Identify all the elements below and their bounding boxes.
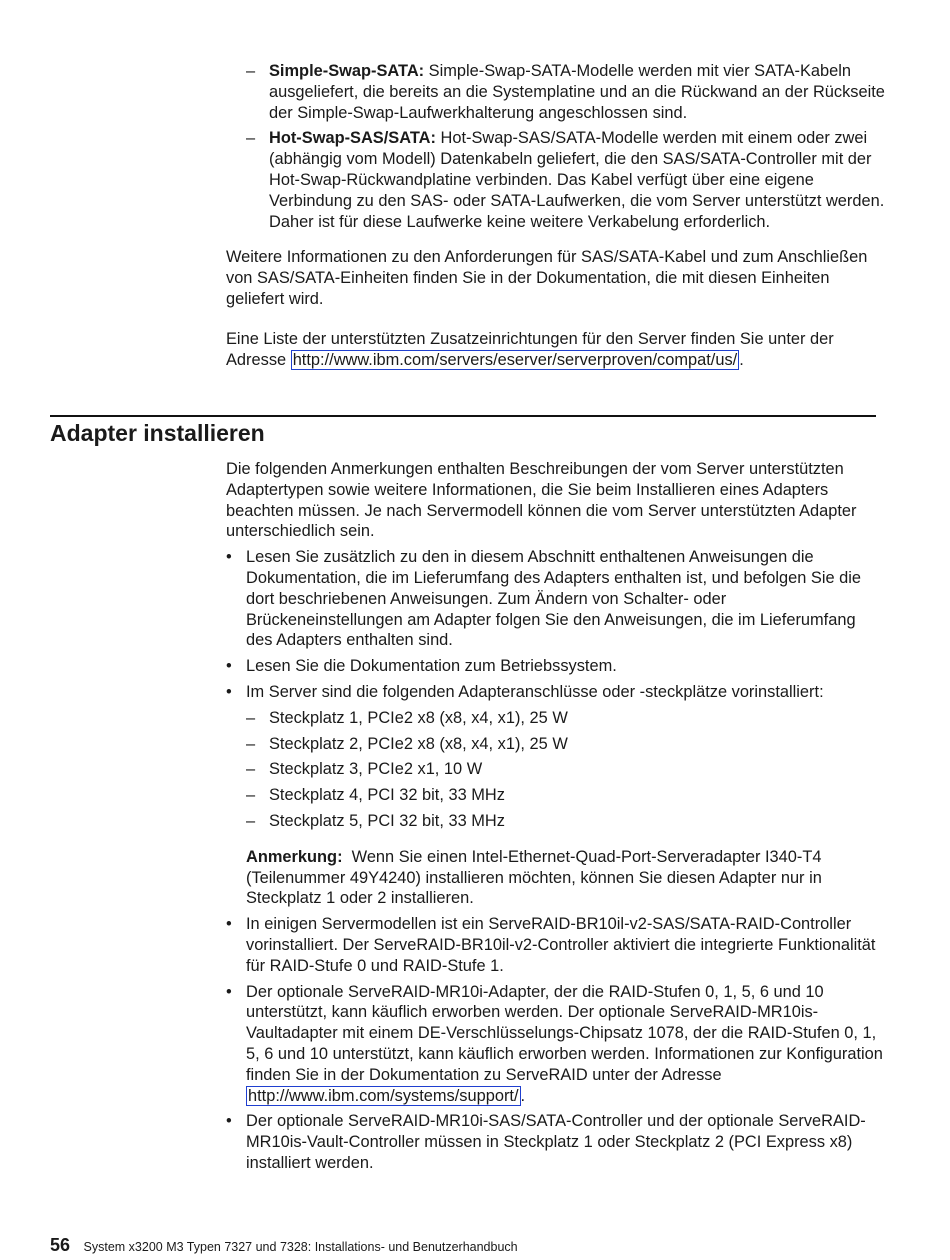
slot-list [246, 708, 886, 832]
bullet-text: Lesen Sie die Dokumentation zum Betriebssystem. [246, 657, 617, 676]
dash-marker: – [246, 760, 256, 779]
bullet-text: Der optionale ServeRAID-MR10i-Adapter, der die RAID-Stufen 0, 1, 5, 6 und 10 unterstützt, kann käuflich erworben werden. Der optionale ServeRAID-MR10is-Vaultadapter mit einem DE-Verschlüsselungs-Chipsatz 1078, der die RAID-Stufen 0, 1, 5, 6 und 10 unterstützt, kann käuflich erworben werden. Informationen zur Konfiguration finden Sie in der Dokumentation zu ServeRAID unter der Adresse [246, 982, 883, 1084]
slot-item [246, 759, 886, 780]
drive-cabling-section [226, 61, 886, 370]
bullet-marker: • [226, 682, 232, 701]
description-simple-swap: Simple-Swap-SATA-Modelle werden mit vier SATA-Kabeln ausgeliefert, die bereits an die Systemplatine und an die Rückwand an der Rückseite der Simple-Swap-Laufwerkhalterung angeschlossen sind. [269, 62, 885, 122]
list-item-adapter-docs [226, 547, 886, 651]
description-hot-swap: Hot-Swap-SAS/SATA-Modelle werden mit einem oder zwei (abhängig vom Modell) Datenkabeln geliefert, die den SAS/SATA-Controller mit der Hot-Swap-Rückwandplatine verbinden. Das Kabel verfügt über eine eigene Verbindung zu den SAS- oder SATA-Laufwerken, die vom Server unterstützt werden. Daher ist für diese Laufwerke keine weitere Verkabelung erforderlich. [269, 129, 885, 231]
bullet-marker: • [226, 1112, 232, 1131]
page-number: 56 [50, 1235, 71, 1255]
bullet-text: Der optionale ServeRAID-MR10i-SAS/SATA-Controller und der optionale ServeRAID-MR10is-Vault-Controller müssen in Steckplatz 1 oder Steckplatz 2 (PCI Express x8) installiert werden. [246, 1112, 866, 1172]
note-label: Anmerkung: [246, 847, 343, 866]
period: . [739, 350, 744, 369]
slot-text: Steckplatz 1, PCIe2 x8 (x8, x4, x1), 25 W [269, 708, 568, 727]
cable-info-paragraph: Weitere Informationen zu den Anforderungen für SAS/SATA-Kabel und zum Anschließen von SAS/SATA-Einheiten finden Sie in der Dokumentation, die mit diesen Einheiten geliefert wird. [226, 248, 868, 308]
term-simple-swap: Simple-Swap-SATA: [269, 62, 425, 80]
list-item-hot-swap [226, 128, 886, 232]
bullet-marker: • [226, 915, 232, 934]
slot-text: Steckplatz 3, PCIe2 x1, 10 W [269, 760, 483, 779]
list-item-br10il [226, 914, 886, 976]
bullet-text: Lesen Sie zusätzlich zu den in diesem Abschnitt enthaltenen Anweisungen die Dokumentation, die im Lieferumfang des Adapters enthalten ist, und befolgen Sie die dort beschriebenen Anweisungen. Zum Ändern von Schalter- oder Brückeneinstellungen am Adapter folgen Sie den Anweisungen, die im Lieferumfang des Adapters enthalten sind. [246, 548, 862, 650]
support-link[interactable]: http://www.ibm.com/systems/support/ [248, 1086, 519, 1105]
bullet-text: Im Server sind die folgenden Adapteranschlüsse oder -steckplätze vorinstalliert: [246, 682, 824, 701]
dash-marker: – [246, 786, 256, 805]
intro-paragraph: Die folgenden Anmerkungen enthalten Beschreibungen der vom Server unterstützten Adaptertypen sowie weitere Informationen, die Sie beim Installieren eines Adapters beachten müssen. Je nach Servermodell können die vom Server unterstützten Adapter unterschiedlich sein. [226, 460, 857, 541]
dash-marker: – [246, 708, 256, 727]
serverproven-link[interactable]: http://www.ibm.com/servers/eserver/serverproven/compat/us/ [292, 350, 738, 369]
slot-text: Steckplatz 5, PCI 32 bit, 33 MHz [269, 811, 505, 830]
bullet-marker: • [226, 548, 232, 567]
dash-marker: – [246, 129, 256, 148]
slot-text: Steckplatz 4, PCI 32 bit, 33 MHz [269, 786, 505, 805]
section-heading: Adapter installieren [50, 420, 265, 446]
list-item-simple-swap [226, 61, 886, 123]
list-item-slot-requirement [226, 1111, 886, 1173]
adapter-section [226, 459, 886, 1179]
period: . [520, 1086, 526, 1105]
slot-item [246, 708, 886, 729]
bullet-marker: • [226, 657, 232, 676]
list-item-slots [226, 682, 886, 909]
term-hot-swap: Hot-Swap-SAS/SATA: [269, 129, 436, 148]
slot-text: Steckplatz 2, PCIe2 x8 (x8, x4, x1), 25 W [269, 734, 568, 753]
list-item-mr10i [226, 982, 886, 1107]
slot-item [246, 734, 886, 755]
dash-marker: – [246, 734, 256, 753]
slot-item [246, 785, 886, 806]
bullet-text: In einigen Servermodellen ist ein ServeRAID-BR10il-v2-SAS/SATA-RAID-Controller vorinstalliert. Der ServeRAID-BR10il-v2-Controller aktiviert die integrierte Funktionalität für RAID-Stufe 0 und RAID-Stufe 1. [246, 915, 876, 975]
slot-item [246, 811, 886, 832]
dash-marker: – [246, 62, 256, 80]
footer-title: System x3200 M3 Typen 7327 und 7328: Installations- und Benutzerhandbuch [83, 1240, 518, 1254]
list-item-os-docs [226, 656, 886, 677]
serverproven-paragraph [226, 329, 886, 371]
section-divider [50, 415, 876, 417]
dash-marker: – [246, 811, 256, 830]
note-paragraph [246, 847, 886, 909]
bullet-marker: • [226, 982, 232, 1001]
page-footer [50, 1235, 518, 1256]
note-text: Wenn Sie einen Intel-Ethernet-Quad-Port-Serveradapter I340-T4 (Teilenummer 49Y4240) installieren möchten, können Sie diesen Adapter nur in Steckplatz 1 oder 2 installieren. [246, 847, 822, 908]
serverproven-text: Eine Liste der unterstützten Zusatzeinrichtungen für den Server finden Sie unter der Adresse [226, 329, 834, 369]
